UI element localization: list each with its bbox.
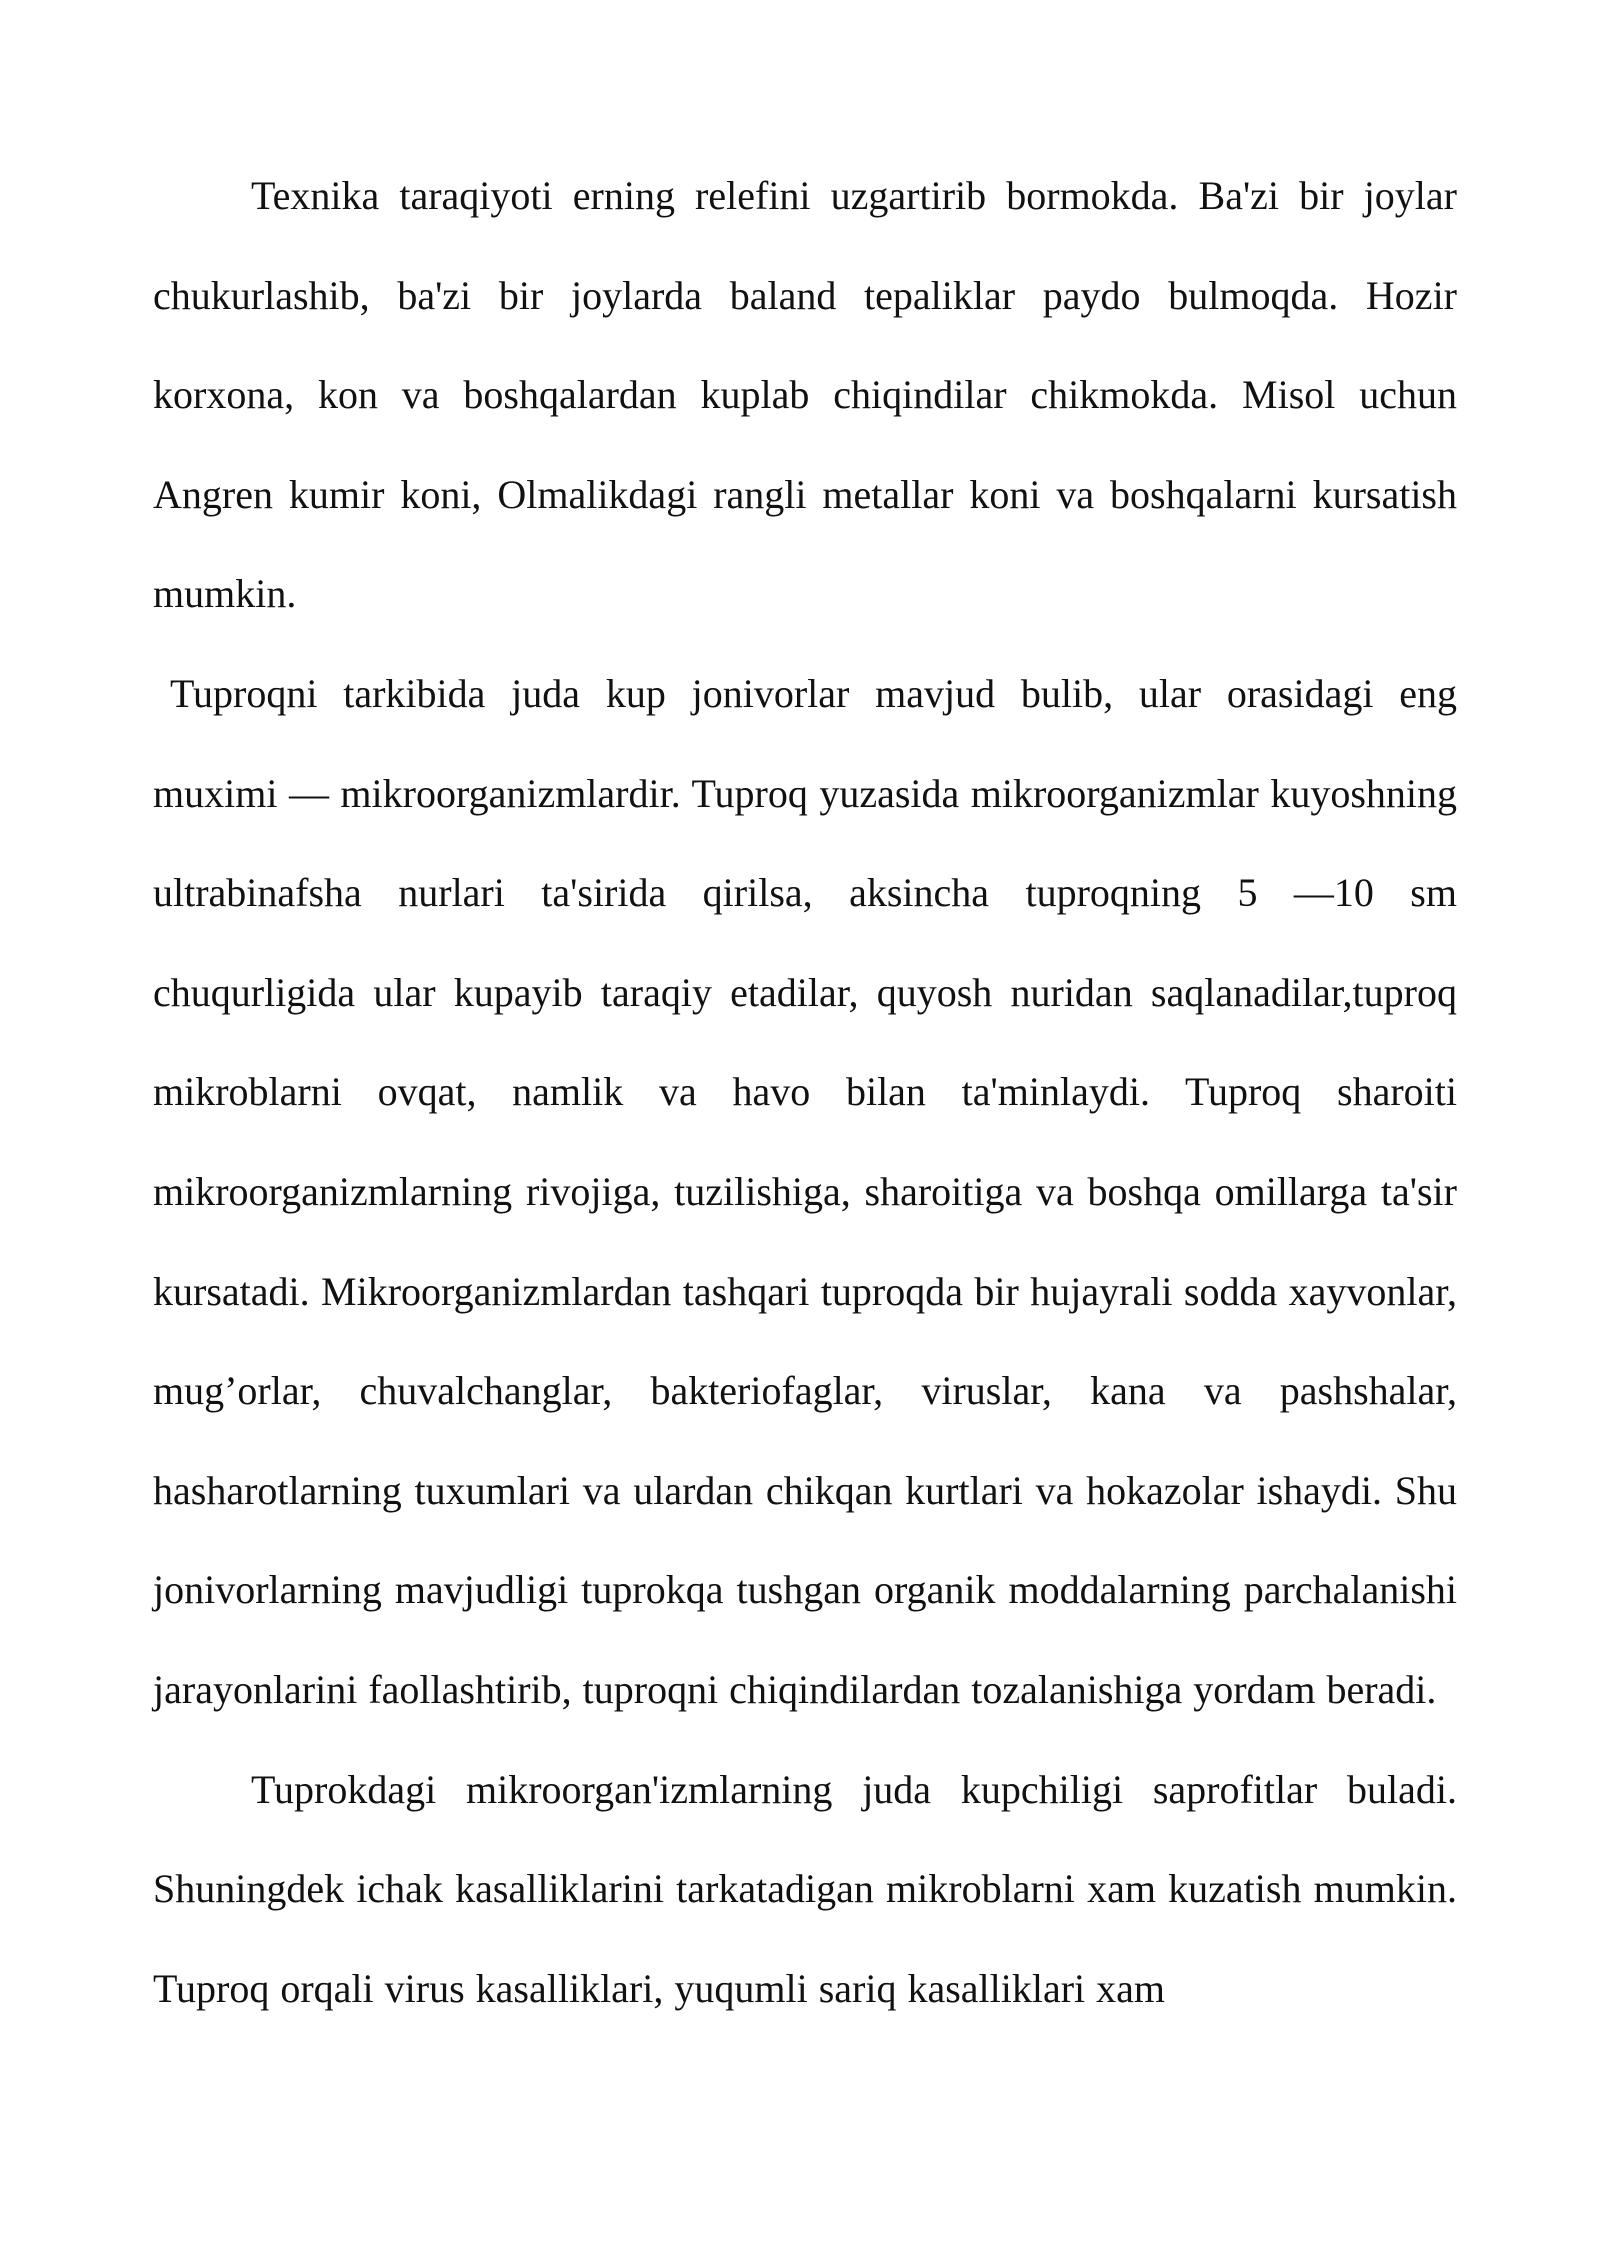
paragraph-soil-organisms: Tuproqni tarkibida juda kup jonivorlar mavjud bulib, ular orasidagi eng muximi — mikroorganizmlardir. Tuproq yuzasida mikroorganizmlar kuyoshning ultrabinafsha nurlari ta'sirida qirilsa, aksincha tuproqning 5 —10 sm chuqurligida ular kupayib taraqiy etadilar, quyosh nuridan saqlanadilar,tuproq mikroblarni ovqat, namlik va havo bilan ta'minlaydi. Tuproq sharoiti mikroorganizmlarning rivojiga, tuzilishiga, sharoitiga va boshqa omillarga ta'sir kursatadi. Mikroorganizmlardan tashqari tuproqda bir hujayrali sodda xayvonlar, mug’orlar, chuvalchanglar, bakteriofaglar, viruslar, kana va pashshalar, hasharotlarning tuxumlari va ulardan chikqan kurtlari va hokazolar ishaydi. Shu jonivorlarning mavjudligi tuprokqa tushgan organik moddalarning parchalanishi jarayonlarini faollashtirib, tuproqni chiqindilardan tozalanishiga yordam beradi. [153, 670, 1457, 1712]
paragraph-relief-change: Texnika taraqiyoti erning relefini uzgartirib bormokda. Ba'zi bir joylar chukurlashib, ba'zi bir joylarda baland tepaliklar paydo bulmoqda. Hozir korxona, kon va boshqalardan kuplab chiqindilar chikmokda. Misol uchun Angren kumir koni, Olmalikdagi rangli metallar koni va boshqalarni kursatish mumkin. [153, 173, 1457, 617]
document-body [153, 146, 1457, 2038]
paragraph-soil-microorganisms: Tuprokdagi mikroorgan'izmlarning juda kupchiligi saprofitlar buladi. Shuningdek ichak kasalliklarini tarkatadigan mikroblarni xam kuzatish mumkin. Tuproq orqali virus kasalliklari, yuqumli sariq kasalliklari xam [153, 1766, 1457, 2011]
